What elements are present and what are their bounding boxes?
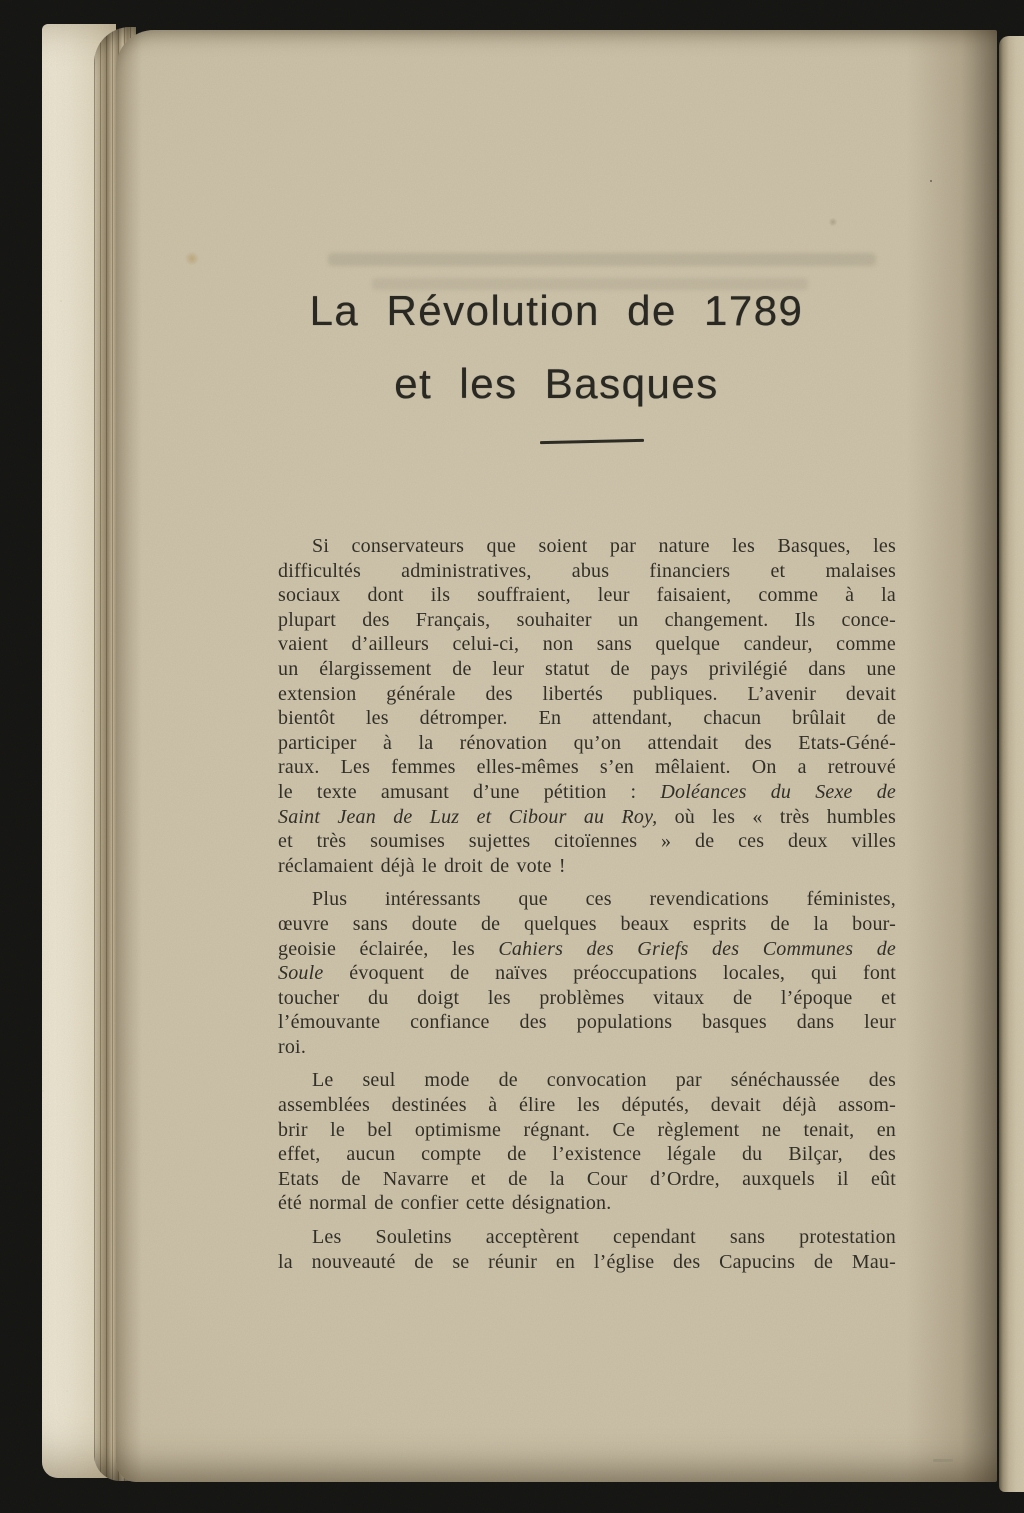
text-line (278, 1225, 896, 1250)
text-segment: vaient d’ailleurs celui-ci, non sans quelque candeur, comme (278, 633, 896, 656)
text-segment: la nouveauté de se réunir en l’église des Capucins de Mau- (278, 1250, 896, 1273)
text-segment: un élargissement de leur statut de pays privilégié dans une (278, 657, 896, 680)
scan-artifact-dash (933, 1459, 953, 1462)
text-segment: geoisie éclairée, les (278, 937, 499, 960)
text-segment: été normal de confier cette désignation. (278, 1192, 612, 1215)
text-line (278, 1093, 896, 1118)
text-line (278, 961, 896, 986)
text-segment: effet, aucun compte de l’existence légale du Bilçar, des (278, 1143, 896, 1166)
text-segment: évoquent de naïves préoccupations locales, qui font (323, 962, 896, 985)
text-line (278, 559, 896, 584)
paper-stain (828, 218, 838, 226)
dust-specks (60, 300, 62, 302)
text-line (278, 1118, 896, 1143)
text-line (278, 805, 896, 830)
text-segment: et très soumises sujettes citoïennes » de ces deux villes (278, 830, 896, 853)
text-line (278, 1142, 896, 1167)
text-line (278, 1010, 896, 1035)
text-segment: roi. (278, 1035, 307, 1058)
title-line-1: La Révolution de 1789 (309, 287, 804, 334)
paragraph (278, 1068, 896, 1216)
paragraph (278, 1225, 896, 1274)
text-segment: l’émouvante confiance des populations basques dans leur (278, 1011, 896, 1034)
text-segment: plupart des Français, souhaiter un changement. Ils conce- (278, 608, 896, 631)
italic-text: Doléances du Sexe de (660, 780, 897, 803)
text-segment: Etats de Navarre et de la Cour d’Ordre, auxquels il eût (278, 1167, 896, 1190)
text-segment: extension générale des libertés publiques. L’avenir devait (278, 682, 896, 705)
text-line (278, 755, 896, 780)
text-segment: assemblées destinées à élire les députés, devait déjà assom- (278, 1094, 896, 1117)
italic-text: Soule (278, 962, 324, 985)
text-line (278, 706, 896, 731)
text-segment: toucher du doigt les problèmes vitaux de l’époque et (278, 986, 896, 1009)
text-line (278, 829, 896, 854)
text-segment: sociaux dont ils souffraient, leur faisaient, comme à la (278, 584, 896, 607)
adjacent-page-edge (999, 36, 1024, 1492)
title-divider (540, 439, 644, 444)
text-segment: Si conservateurs que soient par nature les Basques, les (312, 535, 896, 557)
text-segment: où les « très humbles (657, 805, 896, 828)
book-page (116, 30, 997, 1482)
text-line (278, 682, 896, 707)
italic-text: Saint Jean de Luz et Cibour au Roy, (278, 805, 658, 828)
text-line (278, 1035, 896, 1060)
text-line (278, 608, 896, 633)
paper-stain (184, 252, 200, 265)
body-text (278, 534, 896, 1274)
text-segment: Le seul mode de convocation par sénéchaussée des (312, 1069, 896, 1092)
text-segment: raux. Les femmes elles-mêmes s’en mêlaient. On a retrouvé (278, 756, 896, 779)
text-line (278, 657, 896, 682)
text-line (278, 912, 896, 937)
text-line (278, 986, 896, 1011)
text-segment: bientôt les détromper. En attendant, chacun brûlait de (278, 707, 896, 730)
text-line (278, 1191, 896, 1216)
text-segment: Les Souletins acceptèrent cependant sans protestation (312, 1226, 896, 1249)
paragraph (278, 534, 896, 878)
text-segment: difficultés administratives, abus financiers et malaises (278, 559, 896, 582)
text-segment: réclamaient déjà le droit de vote ! (278, 854, 566, 877)
text-line (278, 534, 896, 559)
paragraph (278, 887, 896, 1059)
text-line (278, 887, 896, 912)
text-segment: brir le bel optimisme régnant. Ce règlement ne tenait, en (278, 1118, 896, 1141)
text-line (278, 854, 896, 879)
text-line (278, 1167, 896, 1192)
title-line-2: et les Basques (394, 360, 719, 407)
text-segment: le texte amusant d’une pétition : (278, 780, 661, 803)
text-line (278, 731, 896, 756)
italic-text: Cahiers des Griefs des Communes de (498, 937, 896, 960)
text-line (278, 632, 896, 657)
text-line (278, 780, 896, 805)
text-line (278, 1250, 896, 1275)
text-segment: Plus intéressants que ces revendications féministes, (312, 888, 896, 911)
text-line (278, 937, 896, 962)
text-line (278, 1068, 896, 1093)
text-segment: participer à la rénovation qu’on attendait des Etats-Géné- (278, 731, 896, 754)
bleed-through-text (328, 253, 876, 266)
page-title (116, 274, 997, 420)
text-line (278, 583, 896, 608)
text-segment: œuvre sans doute de quelques beaux esprits de la bour- (278, 912, 896, 935)
